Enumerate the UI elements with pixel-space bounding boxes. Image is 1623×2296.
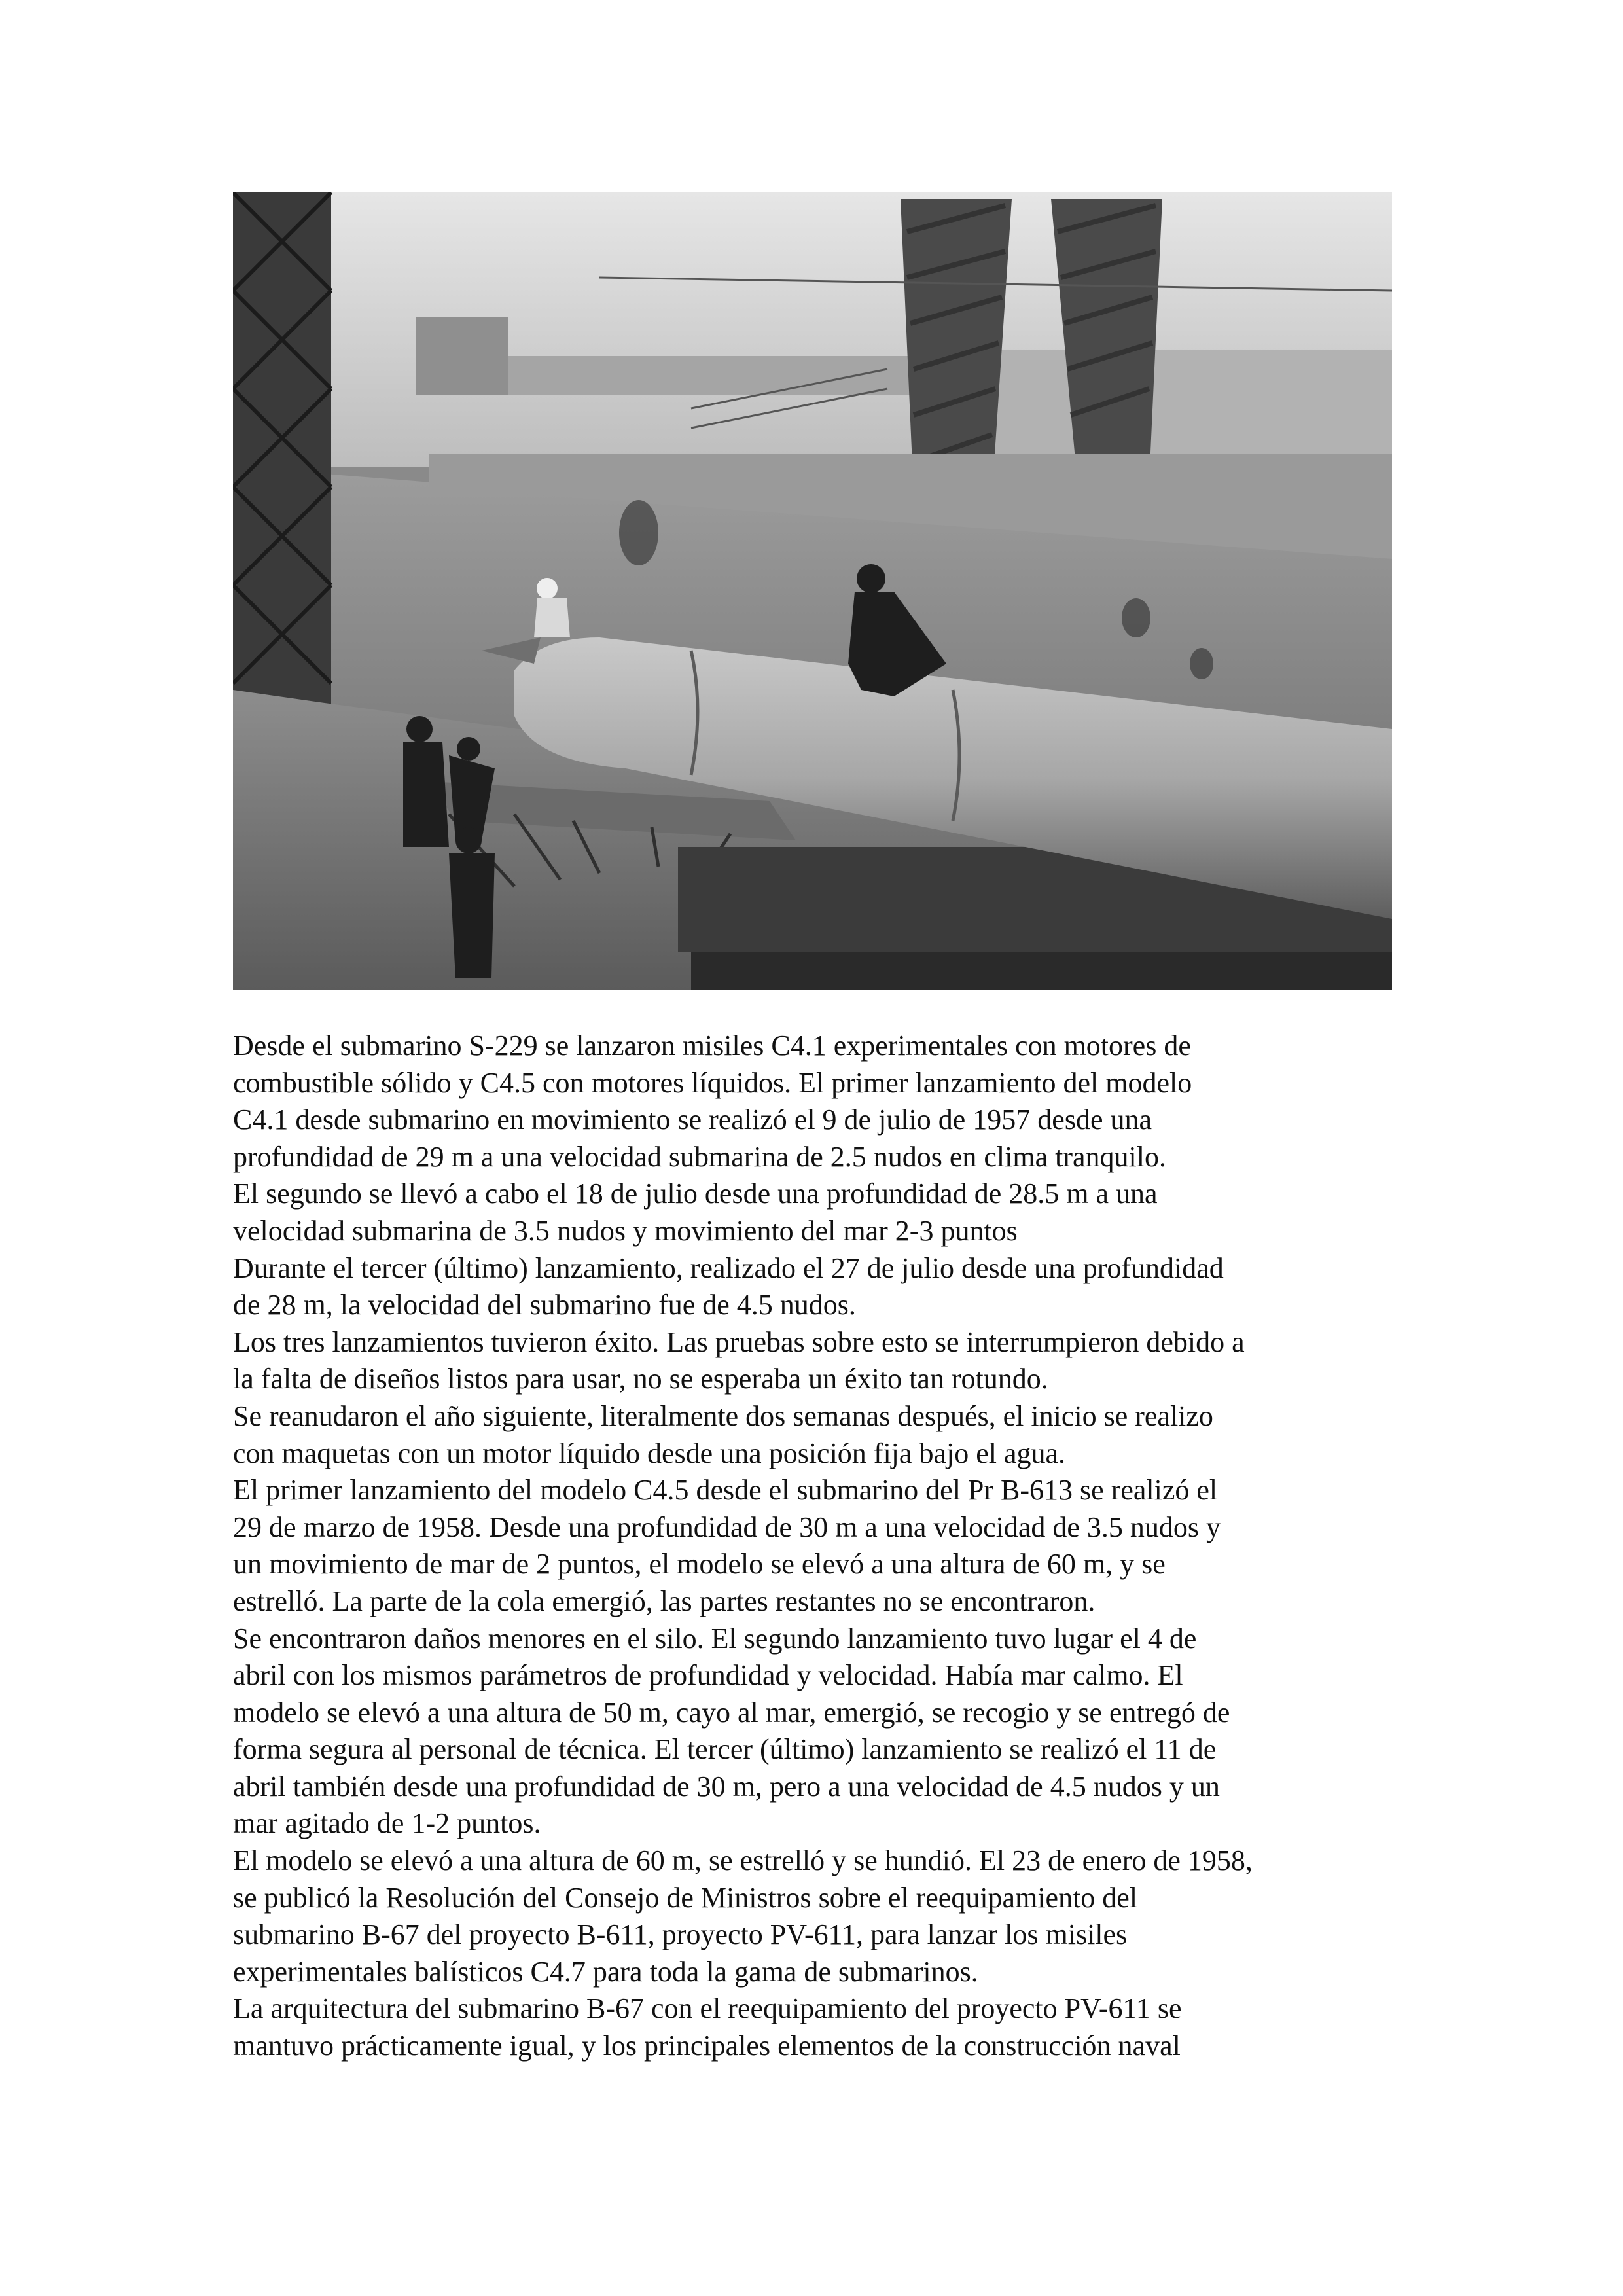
body-text xyxy=(233,1028,1411,2065)
text-line: Los tres lanzamientos tuvieron éxito. Las pruebas sobre esto se interrumpieron debido a xyxy=(233,1325,1245,1358)
missile-on-trailer-photo-icon xyxy=(233,192,1392,990)
text-line: abril con los mismos parámetros de profundidad y velocidad. Había mar calmo. El xyxy=(233,1659,1183,1692)
text-line: la falta de diseños listos para usar, no se esperaba un éxito tan rotundo. xyxy=(233,1363,1048,1395)
text-line: Se reanudaron el año siguiente, literalmente dos semanas después, el inicio se realizo xyxy=(233,1399,1213,1432)
text-line: El primer lanzamiento del modelo C4.5 desde el submarino del Pr B-613 se realizó el xyxy=(233,1474,1218,1507)
missile-photo xyxy=(233,192,1392,990)
text-line: modelo se elevó a una altura de 50 m, cayo al mar, emergió, se recogio y se entregó de xyxy=(233,1696,1230,1729)
text-line: forma segura al personal de técnica. El tercer (último) lanzamiento se realizó el 11 de xyxy=(233,1733,1217,1766)
text-line: submarino B-67 del proyecto B-611, proyecto PV-611, para lanzar los misiles xyxy=(233,1918,1128,1951)
text-line: profundidad de 29 m a una velocidad submarina de 2.5 nudos en clima tranquilo. xyxy=(233,1140,1166,1173)
text-line: experimentales balísticos C4.7 para toda la gama de submarinos. xyxy=(233,1955,978,1988)
text-line: El segundo se llevó a cabo el 18 de julio desde una profundidad de 28.5 m a una xyxy=(233,1177,1158,1210)
text-line: se publicó la Resolución del Consejo de Ministros sobre el reequipamiento del xyxy=(233,1881,1138,1914)
text-line: abril también desde una profundidad de 30 m, pero a una velocidad de 4.5 nudos y un xyxy=(233,1770,1220,1803)
text-line: Durante el tercer (último) lanzamiento, realizado el 27 de julio desde una profundidad xyxy=(233,1251,1224,1284)
text-line: 29 de marzo de 1958. Desde una profundidad de 30 m a una velocidad de 3.5 nudos y xyxy=(233,1511,1221,1543)
text-line: mar agitado de 1-2 puntos. xyxy=(233,1807,541,1840)
text-line: mantuvo prácticamente igual, y los principales elementos de la construcción naval xyxy=(233,2030,1181,2062)
text-line: El modelo se elevó a una altura de 60 m, se estrelló y se hundió. El 23 de enero de 1958, xyxy=(233,1844,1253,1877)
text-line: La arquitectura del submarino B-67 con el reequipamiento del proyecto PV-611 se xyxy=(233,1992,1182,2025)
text-line: Desde el submarino S-229 se lanzaron misiles C4.1 experimentales con motores de xyxy=(233,1030,1191,1062)
text-line: combustible sólido y C4.5 con motores líquidos. El primer lanzamiento del modelo xyxy=(233,1066,1192,1099)
text-line: con maquetas con un motor líquido desde una posición fija bajo el agua. xyxy=(233,1437,1066,1469)
text-line: estrelló. La parte de la cola emergió, las partes restantes no se encontraron. xyxy=(233,1585,1096,1617)
text-line: Se encontraron daños menores en el silo. El segundo lanzamiento tuvo lugar el 4 de xyxy=(233,1622,1197,1655)
text-line: un movimiento de mar de 2 puntos, el modelo se elevó a una altura de 60 m, y se xyxy=(233,1548,1166,1581)
text-line: velocidad submarina de 3.5 nudos y movimiento del mar 2-3 puntos xyxy=(233,1214,1018,1247)
text-line: de 28 m, la velocidad del submarino fue de 4.5 nudos. xyxy=(233,1289,856,1321)
text-line: C4.1 desde submarino en movimiento se realizó el 9 de julio de 1957 desde una xyxy=(233,1103,1152,1136)
